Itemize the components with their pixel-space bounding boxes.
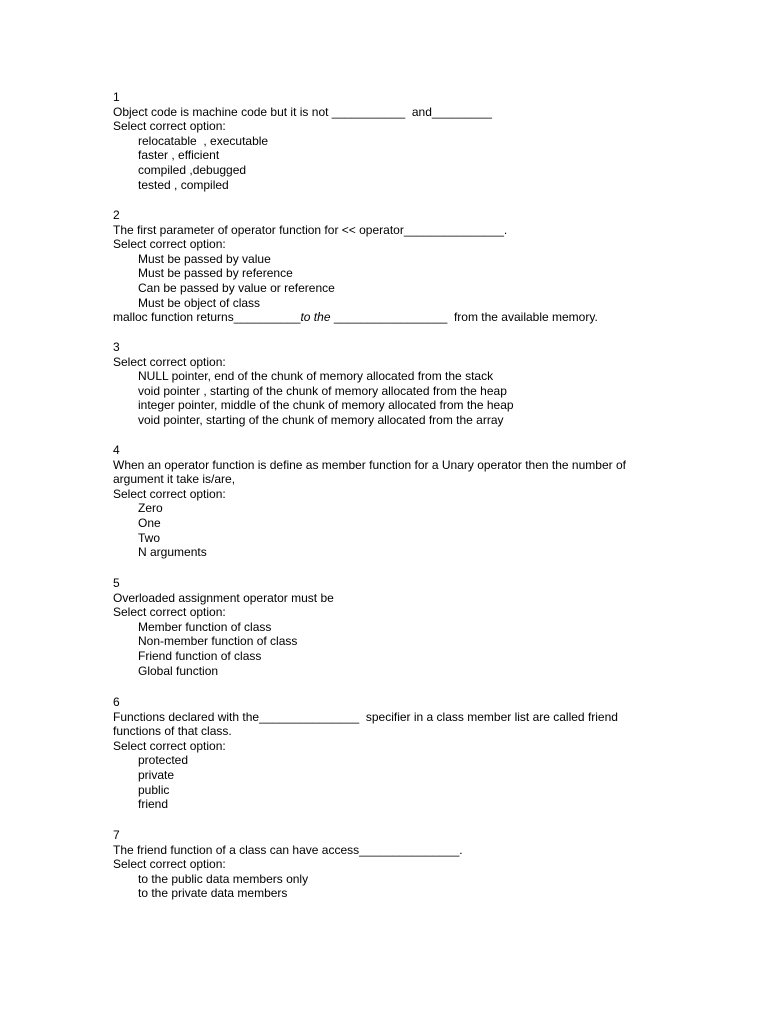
question-text: argument it take is/are, xyxy=(113,472,236,487)
option: One xyxy=(138,515,161,530)
option: void pointer, starting of the chunk of memory allocated from the array xyxy=(138,412,504,427)
option: Member function of class xyxy=(138,619,272,634)
question-3 xyxy=(113,340,673,428)
option: tested , compiled xyxy=(138,177,229,192)
option: private xyxy=(138,767,175,782)
question-number: 1 xyxy=(113,90,120,104)
option: compiled ,debugged xyxy=(138,162,247,177)
text-part-italic: to the xyxy=(300,310,331,325)
option: Must be passed by reference xyxy=(138,266,293,281)
option: Non-member function of class xyxy=(138,634,298,649)
question-1 xyxy=(113,90,673,192)
question-number: 4 xyxy=(113,443,120,457)
option: Must be passed by value xyxy=(138,251,271,266)
select-label: Select correct option: xyxy=(113,237,226,252)
option: Friend function of class xyxy=(138,648,262,663)
select-label: Select correct option: xyxy=(113,354,226,369)
option: N arguments xyxy=(138,545,207,560)
option: void pointer , starting of the chunk of memory allocated from the heap xyxy=(138,383,507,398)
question-text: Functions declared with the_______________ specifier in a class member list are called friend xyxy=(113,709,618,724)
option: Zero xyxy=(138,501,163,516)
text-part: malloc function returns__________ xyxy=(113,310,301,325)
question-text: Overloaded assignment operator must be xyxy=(113,590,334,605)
option: faster , efficient xyxy=(138,148,220,163)
option: Can be passed by value or reference xyxy=(138,280,335,295)
question-number: 5 xyxy=(113,576,120,590)
question-text: When an operator function is define as member function for a Unary operator then the number of xyxy=(113,457,626,472)
option: Must be object of class xyxy=(138,295,261,310)
question-text: functions of that class. xyxy=(113,724,232,739)
text-part: _________________ from the available memory. xyxy=(330,310,598,325)
select-label: Select correct option: xyxy=(113,738,226,753)
option: NULL pointer, end of the chunk of memory allocated from the stack xyxy=(138,369,494,384)
option: Global function xyxy=(138,663,219,678)
option: integer pointer, middle of the chunk of memory allocated from the heap xyxy=(138,398,514,413)
option: relocatable , executable xyxy=(138,133,269,148)
question-text: The friend function of a class can have access_______________. xyxy=(113,842,463,857)
question-4 xyxy=(113,443,673,560)
question-2 xyxy=(113,208,673,325)
question-text: The first parameter of operator function for << operator_______________. xyxy=(113,222,508,237)
question-number: 2 xyxy=(113,208,120,222)
question-text: Object code is machine code but it is not ___________ and_________ xyxy=(113,104,492,119)
question-3-text xyxy=(113,310,673,325)
select-label: Select correct option: xyxy=(113,857,226,872)
option: Two xyxy=(138,530,161,545)
select-label: Select correct option: xyxy=(113,486,226,501)
question-number: 3 xyxy=(113,340,120,354)
question-number: 6 xyxy=(113,695,120,709)
select-label: Select correct option: xyxy=(113,119,226,134)
option: to the public data members only xyxy=(138,871,309,886)
question-7 xyxy=(113,828,673,901)
select-label: Select correct option: xyxy=(113,605,226,620)
option: friend xyxy=(138,797,169,812)
option: protected xyxy=(138,753,189,768)
option: public xyxy=(138,782,170,797)
option: to the private data members xyxy=(138,886,288,901)
question-number: 7 xyxy=(113,828,120,842)
question-5 xyxy=(113,576,673,678)
question-6 xyxy=(113,695,673,812)
